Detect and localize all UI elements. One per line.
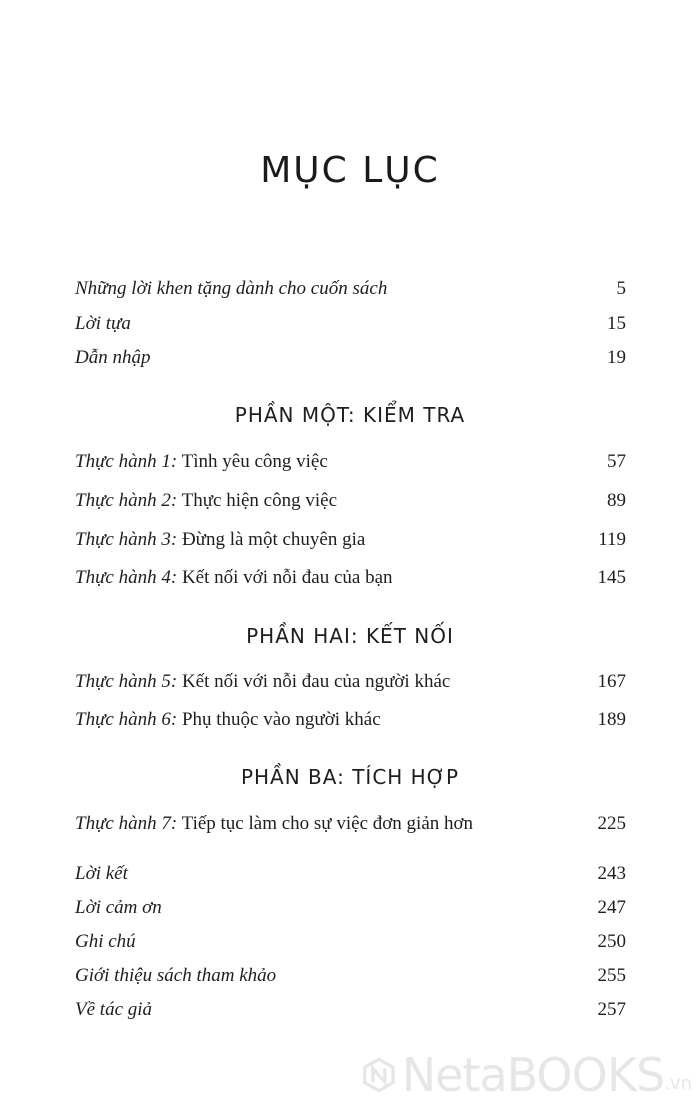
toc-entry[interactable] <box>75 859 626 889</box>
toc-entry-label <box>75 563 393 593</box>
toc-entry-page: 57 <box>607 451 626 472</box>
toc-entry[interactable] <box>75 563 626 593</box>
toc-entry[interactable] <box>75 667 626 697</box>
toc-entry[interactable] <box>75 995 626 1025</box>
toc-entry-page: 250 <box>597 931 626 952</box>
toc-entry-page: 243 <box>597 863 626 884</box>
toc-entry-label: Những lời khen tặng dành cho cuốn sách <box>75 278 388 299</box>
toc-entry[interactable] <box>75 486 626 516</box>
toc-entry-label: Ghi chú <box>75 931 136 952</box>
toc-entry-label: Giới thiệu sách tham khảo <box>75 965 277 986</box>
toc-entry-prefix: Thực hành 6: <box>75 709 178 730</box>
toc-entry-page: 255 <box>597 965 626 986</box>
toc-entry-label: Lời kết <box>75 863 128 884</box>
toc-entry-page: 119 <box>598 529 626 550</box>
toc-entry-page: 225 <box>597 813 626 834</box>
toc-entry[interactable] <box>75 343 626 373</box>
part-heading: PHẦN HAI: KẾT NỐI <box>246 624 454 648</box>
watermark-suffix: .vn <box>664 1073 692 1094</box>
toc-entry-label <box>75 705 381 735</box>
toc-entry-prefix: Thực hành 7: <box>75 813 178 834</box>
toc-entry-title: Đừng là một chuyên gia <box>181 529 366 550</box>
toc-entry[interactable] <box>75 525 626 555</box>
toc-entry-prefix: Thực hành 4: <box>75 567 178 588</box>
toc-entry-label: Dẫn nhập <box>75 347 151 368</box>
toc-entry-prefix: Thực hành 1: <box>75 451 178 472</box>
toc-entry-title: Kết nối với nỗi đau của bạn <box>181 567 393 588</box>
toc-entry[interactable] <box>75 927 626 957</box>
toc-entry-title: Tình yêu công việc <box>181 451 328 472</box>
toc-entry-title: Phụ thuộc vào người khác <box>181 709 381 730</box>
toc-entry-label: Về tác giả <box>75 999 153 1020</box>
toc-entry[interactable] <box>75 274 626 304</box>
toc-entry-prefix: Thực hành 3: <box>75 529 178 550</box>
toc-entry-page: 247 <box>597 897 626 918</box>
toc-entry-page: 89 <box>607 490 626 511</box>
toc-entry-prefix: Thực hành 5: <box>75 671 178 692</box>
toc-entry-label <box>75 525 365 555</box>
toc-entry-label <box>75 809 473 839</box>
toc-entry-label <box>75 447 328 477</box>
part-heading: PHẦN BA: TÍCH HỢP <box>240 765 460 789</box>
toc-entry[interactable] <box>75 447 626 477</box>
toc-entry-label: Lời cảm ơn <box>75 897 162 918</box>
toc-entry-page: 15 <box>607 313 626 334</box>
toc-entry[interactable] <box>75 705 626 735</box>
watermark-brand: NetaBOOKS <box>401 1048 665 1102</box>
toc-entry-label: Lời tựa <box>75 313 131 334</box>
toc-entry-page: 167 <box>597 671 626 692</box>
toc-entry-title: Kết nối với nỗi đau của người khác <box>181 671 451 692</box>
toc-entry[interactable] <box>75 809 626 839</box>
toc-entry[interactable] <box>75 309 626 339</box>
toc-entry-page: 257 <box>597 999 626 1020</box>
toc-entry-title: Thực hiện công việc <box>181 490 338 511</box>
toc-entry-label <box>75 667 450 697</box>
part-heading: PHẦN MỘT: KIỂM TRA <box>234 403 466 427</box>
toc-entry[interactable] <box>75 893 626 923</box>
toc-entry-page: 189 <box>597 709 626 730</box>
toc-entry-label <box>75 486 337 516</box>
netabooks-logo-icon <box>362 1044 396 1106</box>
watermark <box>362 1042 692 1108</box>
toc-entry-title: Tiếp tục làm cho sự việc đơn giản hơn <box>181 813 474 834</box>
toc-entry[interactable] <box>75 961 626 991</box>
toc-entry-prefix: Thực hành 2: <box>75 490 178 511</box>
page-title: MỤC LỤC <box>260 150 440 191</box>
toc-entry-page: 145 <box>597 567 626 588</box>
toc-entry-page: 19 <box>607 347 626 368</box>
toc-entry-page: 5 <box>616 278 626 299</box>
